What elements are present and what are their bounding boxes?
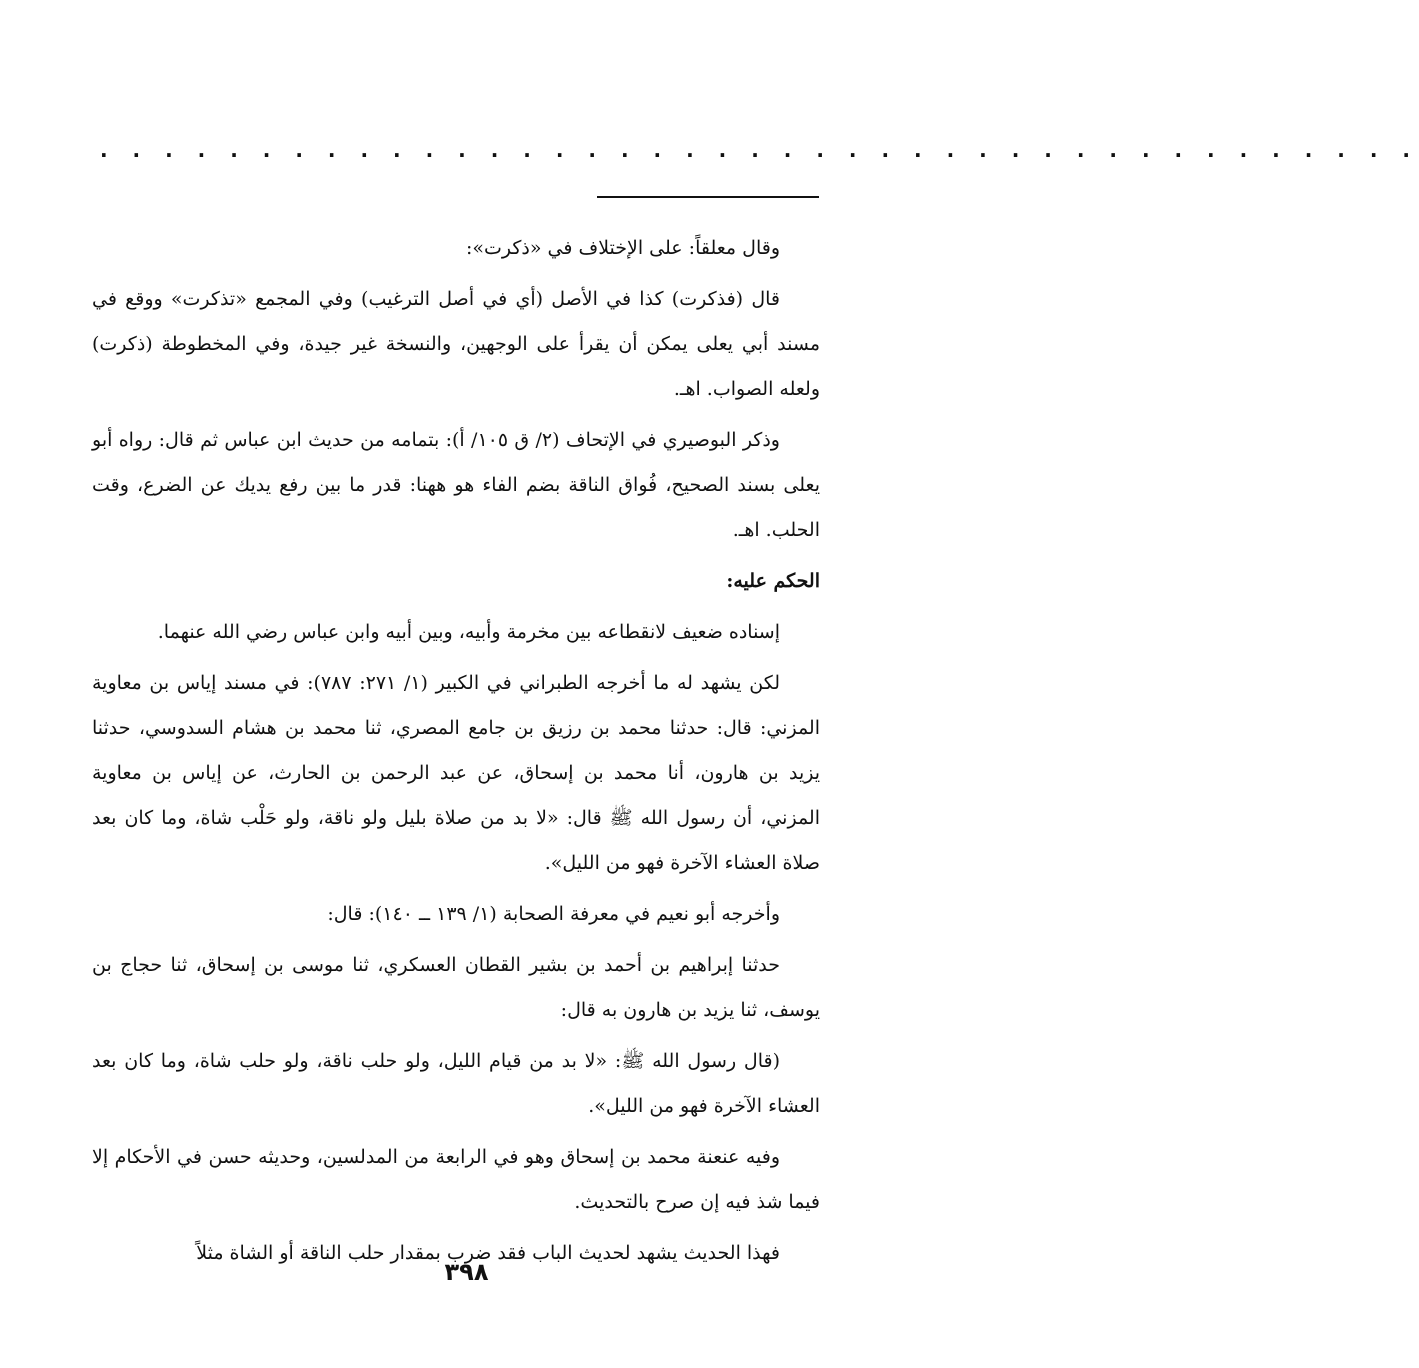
page-number: ٣٩٨	[444, 1258, 489, 1286]
ruling-paragraph-5: (قال رسول الله ﷺ: «لا بد من قيام الليل، ولو حلب ناقة، ولو حلب شاة، وما كان بعد العشاء الآخرة فهو من الليل».	[92, 1050, 820, 1117]
footnote-paragraph-2: وذكر البوصيري في الإتحاف (٢/ ق ١٠٥/ أ): بتمامه من حديث ابن عباس ثم قال: رواه أبو يعلى بسند الصحيح، فُواق الناقة بضم الفاء هو ههنا: قدر ما بين رفع يديك عن الضرع، وقت الحلب. اهـ.	[92, 429, 820, 541]
ruling-paragraph-7: فهذا الحديث يشهد لحديث الباب فقد ضرب بمقدار حلب الناقة أو الشاة مثلاً	[196, 1242, 780, 1264]
dotted-separator: . . . . . . . . . . . . . . . . . . . . . . . . . . . . . . . . . . . . . . . . .	[100, 138, 1419, 162]
ruling-paragraph-4: حدثنا إبراهيم بن أحمد بن بشير القطان العسكري، ثنا موسى بن إسحاق، ثنا حجاج بن يوسف، ثنا يزيد بن هارون به قال:	[92, 954, 820, 1021]
footnote-rule	[597, 196, 819, 198]
ruling-paragraph-3: وأخرجه أبو نعيم في معرفة الصحابة (١/ ١٣٩ ــ ١٤٠): قال:	[327, 903, 780, 925]
page-body	[92, 226, 820, 1282]
ruling-paragraph-2: لكن يشهد له ما أخرجه الطبراني في الكبير (١/ ٢٧١: ٧٨٧): في مسند إياس بن معاوية المزني: قال: حدثنا محمد بن رزيق بن جامع المصري، ثنا محمد بن هشام السدوسي، حدثنا يزيد بن هارون، أنا محمد بن إسحاق، عن عبد الرحمن بن الحارث، عن إياس بن معاوية المزني، أن رسول الله ﷺ قال: «لا بد من صلاة بليل ولو ناقة، ولو حَلْب شاة، وما كان بعد صلاة العشاء الآخرة فهو من الليل».	[92, 672, 820, 874]
ruling-paragraph-1: إسناده ضعيف لانقطاعه بين مخرمة وأبيه، وبين أبيه وابن عباس رضي الله عنهما.	[157, 621, 780, 643]
footnote-intro: وقال معلقاً: على الإختلاف في «ذكرت»:	[465, 237, 780, 259]
footnote-paragraph-1: قال (فذكرت) كذا في الأصل (أي في أصل الترغيب) وفي المجمع «تذكرت» ووقع في مسند أبي يعلى يمكن أن يقرأ على الوجهين، والنسخة غير جيدة، وفي المخطوطة (ذكرت) ولعله الصواب. اهـ.	[92, 288, 820, 400]
ruling-paragraph-6: وفيه عنعنة محمد بن إسحاق وهو في الرابعة من المدلسين، وحديثه حسن في الأحكام إلا فيما شذ فيه إن صرح بالتحديث.	[92, 1146, 820, 1213]
ruling-heading: الحكم عليه:	[726, 570, 820, 592]
